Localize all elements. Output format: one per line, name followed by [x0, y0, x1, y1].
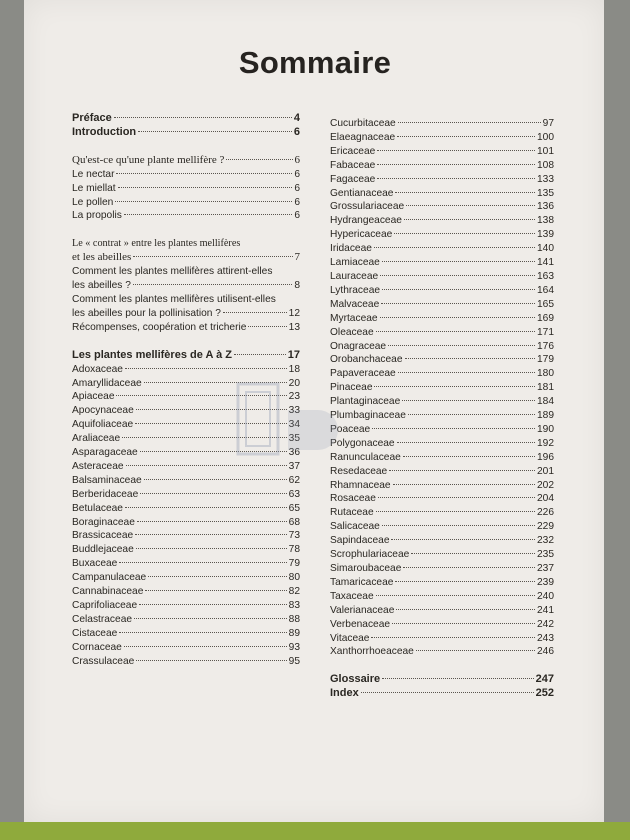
toc-entry: Cistaceae 89 [72, 627, 300, 639]
toc-entry: Grossulariaceae 136 [330, 201, 554, 213]
toc-entry: Brassicaceae 73 [72, 530, 300, 542]
toc-entry: Papaveraceae 180 [330, 368, 554, 380]
toc-entry: Caprifoliaceae 83 [72, 600, 300, 611]
toc-entry: Rutaceae 226 [330, 507, 554, 519]
toc-family-list [72, 363, 300, 669]
toc-entry: Boraginaceae 68 [72, 516, 300, 528]
toc-entry: Malvaceae 165 [330, 298, 554, 310]
toc-entry: Crassulaceae 95 [72, 655, 300, 667]
toc-entry: Lauraceae 163 [330, 270, 554, 282]
toc-entry: Ranunculaceae 196 [330, 451, 554, 463]
toc-entry-line: Comment les plantes mellifères utilisent-elles [72, 293, 276, 305]
toc-entry: Index 252 [330, 687, 554, 700]
toc-entry: Campanulaceae 80 [72, 572, 300, 584]
toc-entry: Gentianaceae 135 [330, 187, 554, 199]
toc-entry: Glossaire 247 [330, 673, 554, 686]
toc-entry: Betulaceae 65 [72, 502, 300, 514]
toc-entry: Cucurbitaceae 97 [330, 118, 554, 129]
toc-entry: Resedaceae 201 [330, 465, 554, 477]
toc-entry: Tamaricaceae 239 [330, 576, 554, 588]
toc-back-matter [330, 673, 554, 701]
toc-entry: Le miellat 6 [72, 182, 300, 194]
toc-entry: Polygonaceae 192 [330, 437, 554, 449]
toc-entry: Sapindaceae 232 [330, 535, 554, 547]
toc-entry-introduction: Introduction 6 [72, 125, 300, 138]
toc-entry: Adoxaceae 18 [72, 363, 300, 375]
toc-section-heading: Les plantes mellifères de A à Z 17 [72, 348, 300, 361]
toc-entry: les abeilles ? 8 [72, 280, 300, 292]
toc-left-column [72, 112, 300, 669]
toc-entry: Apocynaceae 33 [72, 405, 300, 417]
toc-entry: Rhamnaceae 202 [330, 479, 554, 491]
toc-entry: Asteraceae 37 [72, 460, 300, 472]
toc-entry: Balsaminaceae 62 [72, 474, 300, 486]
toc-entry: Ericaceae 101 [330, 145, 554, 157]
toc-entry: Xanthorrhoeaceae 246 [330, 646, 554, 658]
toc-entry: Berberidaceae 63 [72, 488, 300, 500]
toc-entry: Oleaceae 171 [330, 326, 554, 338]
toc-entry: Plumbaginaceae 189 [330, 410, 554, 422]
toc-entry: Apiaceae 23 [72, 391, 300, 403]
toc-entry: Lythraceae 164 [330, 284, 554, 296]
toc-entry: Cornaceae 93 [72, 641, 300, 653]
toc-section-list [72, 168, 300, 224]
toc-entry-line: Comment les plantes mellifères attirent-elles [72, 266, 273, 278]
page-title: Sommaire [238, 45, 392, 80]
toc-entry: Taxaceae 240 [330, 590, 554, 602]
toc-entry: Scrophulariaceae 235 [330, 549, 554, 561]
toc-section-heading-line: Le « contrat » entre les plantes mellifères [72, 238, 241, 250]
toc-entry: La propolis 6 [72, 210, 300, 222]
toc-entry: Cannabinaceae 82 [72, 586, 300, 598]
toc-entry: Vitaceae 243 [330, 632, 554, 644]
toc-entry: Iridaceae 140 [330, 243, 554, 255]
toc-entry-preface: Préface 4 [72, 112, 300, 124]
toc-entry: Asparagaceae 36 [72, 447, 300, 459]
toc-entry: Myrtaceae 169 [330, 312, 554, 324]
toc-entry: Le pollen 6 [72, 196, 300, 208]
toc-entry: Fagaceae 133 [330, 173, 554, 185]
toc-entry: les abeilles pour la pollinisation ? 12 [72, 307, 300, 319]
toc-entry: Salicaceae 229 [330, 521, 554, 533]
toc-entry: Le nectar 6 [72, 168, 300, 180]
toc-entry: Orobanchaceae 179 [330, 354, 554, 366]
toc-entry: Verbenaceae 242 [330, 618, 554, 630]
toc-section-heading: Qu'est-ce qu'une plante mellifère ? 6 [72, 153, 300, 166]
toc-entry: Poaceae 190 [330, 423, 554, 435]
toc-entry: Onagraceae 176 [330, 340, 554, 352]
toc-entry: Buxaceae 79 [72, 558, 300, 570]
toc-entry: Hydrangeaceae 138 [330, 215, 554, 227]
toc-entry: Araliaceae 35 [72, 433, 300, 445]
toc-entry: Valerianaceae 241 [330, 604, 554, 616]
toc-entry: Hypericaceae 139 [330, 229, 554, 241]
green-edge-strip [0, 822, 630, 840]
toc-entry: Simaroubaceae 237 [330, 563, 554, 574]
toc-entry: Lamiaceae 141 [330, 257, 554, 269]
toc-entry: Plantaginaceae 184 [330, 396, 554, 408]
toc-entry: Fabaceae 108 [330, 159, 554, 171]
toc-entry: Récompenses, coopération et tricherie 13 [72, 321, 300, 333]
toc-entry: Pinaceae 181 [330, 382, 554, 394]
toc-section-heading: et les abeilles 7 [72, 251, 300, 264]
toc-entry: Amaryllidaceae 20 [72, 377, 300, 389]
toc-entry: Elaeagnaceae 100 [330, 131, 554, 143]
toc-entry: Rosaceae 204 [330, 493, 554, 505]
toc-right-column [330, 117, 554, 701]
toc-entry: Aquifoliaceae 34 [72, 419, 300, 431]
toc-entry: Buddlejaceae 78 [72, 544, 300, 556]
toc-entry: Celastraceae 88 [72, 613, 300, 625]
toc-family-list [330, 117, 554, 659]
